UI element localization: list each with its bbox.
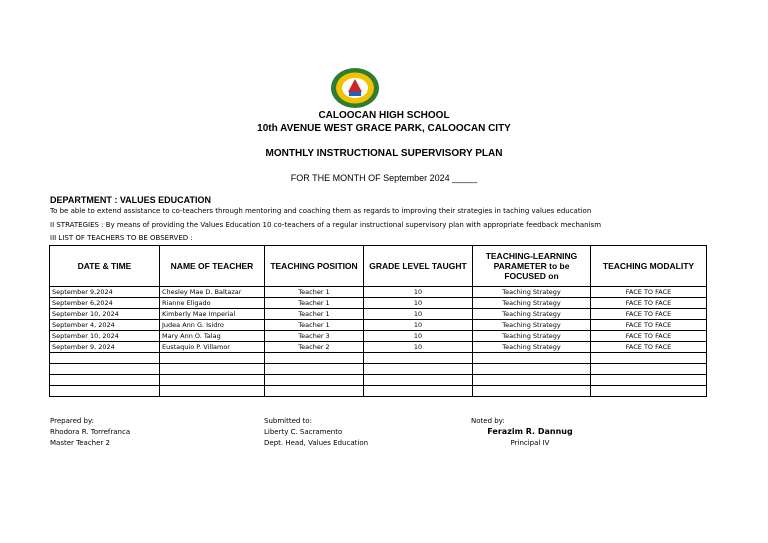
cell-modality: FACE TO FACE bbox=[591, 287, 707, 298]
plan-title: MONTHLY INSTRUCTIONAL SUPERVISORY PLAN bbox=[265, 148, 503, 159]
cell-parameter bbox=[473, 364, 591, 375]
prepared-label: Prepared by: bbox=[50, 417, 94, 425]
cell-modality bbox=[591, 364, 707, 375]
cell-parameter: Teaching Strategy bbox=[473, 287, 591, 298]
cell-position: Teacher 2 bbox=[265, 342, 364, 353]
teachers-table bbox=[49, 245, 707, 397]
noted-by-block bbox=[480, 427, 580, 447]
cell-grade-level bbox=[364, 386, 473, 397]
cell-position: Teacher 1 bbox=[265, 309, 364, 320]
cell-modality bbox=[591, 353, 707, 364]
cell-parameter bbox=[473, 386, 591, 397]
cell-position bbox=[265, 386, 364, 397]
school-seal-logo bbox=[330, 67, 380, 109]
cell-position: Teacher 1 bbox=[265, 287, 364, 298]
cell-grade-level: 10 bbox=[364, 309, 473, 320]
cell-parameter: Teaching Strategy bbox=[473, 331, 591, 342]
cell-grade-level: 10 bbox=[364, 320, 473, 331]
department-heading: DEPARTMENT : VALUES EDUCATION bbox=[50, 195, 211, 205]
header-parameter: TEACHING-LEARNING PARAMETER to be FOCUSED on bbox=[473, 246, 591, 287]
cell-parameter: Teaching Strategy bbox=[473, 342, 591, 353]
cell-date bbox=[50, 375, 160, 386]
cell-position: Teacher 3 bbox=[265, 331, 364, 342]
submitted-label: Submitted to: bbox=[264, 417, 312, 425]
prepared-title: Master Teacher 2 bbox=[50, 439, 110, 447]
table-row bbox=[50, 342, 707, 353]
noted-name: Ferazim R. Dannug bbox=[487, 427, 573, 436]
cell-date: September 6,2024 bbox=[50, 298, 160, 309]
table-row bbox=[50, 331, 707, 342]
cell-position bbox=[265, 375, 364, 386]
table-row bbox=[50, 375, 707, 386]
cell-teacher-name: Rianne Eligado bbox=[160, 298, 265, 309]
cell-position: Teacher 1 bbox=[265, 320, 364, 331]
cell-date: September 10, 2024 bbox=[50, 309, 160, 320]
cell-parameter: Teaching Strategy bbox=[473, 298, 591, 309]
cell-position: Teacher 1 bbox=[265, 298, 364, 309]
cell-teacher-name: Kimberly Mae Imperial bbox=[160, 309, 265, 320]
table-row bbox=[50, 298, 707, 309]
noted-title: Principal IV bbox=[510, 439, 550, 447]
submitted-to-block bbox=[264, 417, 368, 447]
table-header-row bbox=[50, 246, 707, 287]
submitted-name: Liberty C. Sacramento bbox=[264, 428, 343, 436]
table-row bbox=[50, 320, 707, 331]
prepared-name: Rhodora R. Torrefranca bbox=[50, 428, 131, 436]
cell-grade-level: 10 bbox=[364, 298, 473, 309]
prepared-by-block bbox=[50, 417, 130, 447]
cell-parameter bbox=[473, 353, 591, 364]
cell-position bbox=[265, 353, 364, 364]
cell-modality bbox=[591, 386, 707, 397]
table-row bbox=[50, 353, 707, 364]
cell-teacher-name: Mary Ann O. Talag bbox=[160, 331, 265, 342]
table-row bbox=[50, 386, 707, 397]
noted-label: Noted by: bbox=[471, 417, 505, 425]
cell-date bbox=[50, 353, 160, 364]
cell-grade-level: 10 bbox=[364, 331, 473, 342]
cell-modality: FACE TO FACE bbox=[591, 342, 707, 353]
strategies-text: II STRATEGIES : By means of providing the Values Education 10 co-teachers of a regular instructional supervisory plan with appropriate feedback mechanism bbox=[50, 221, 602, 229]
header-modality: TEACHING MODALITY bbox=[591, 246, 707, 287]
cell-grade-level: 10 bbox=[364, 342, 473, 353]
cell-modality: FACE TO FACE bbox=[591, 331, 707, 342]
school-address: 10th AVENUE WEST GRACE PARK, CALOOCAN CITY bbox=[257, 123, 511, 134]
cell-teacher-name: Eustaquio P. Villamor bbox=[160, 342, 265, 353]
school-name: CALOOCAN HIGH SCHOOL bbox=[318, 110, 450, 121]
month-line: FOR THE MONTH OF September 2024 _____ bbox=[290, 173, 478, 183]
table-row bbox=[50, 364, 707, 375]
header-date-time: DATE & TIME bbox=[50, 246, 160, 287]
cell-position bbox=[265, 364, 364, 375]
cell-teacher-name bbox=[160, 375, 265, 386]
submitted-title: Dept. Head, Values Education bbox=[264, 439, 369, 447]
cell-grade-level bbox=[364, 375, 473, 386]
cell-modality: FACE TO FACE bbox=[591, 309, 707, 320]
cell-teacher-name bbox=[160, 364, 265, 375]
cell-date: September 4, 2024 bbox=[50, 320, 160, 331]
cell-teacher-name: Judea Ann G. Isidro bbox=[160, 320, 265, 331]
cell-date: September 9,2024 bbox=[50, 287, 160, 298]
header-teacher-name: NAME OF TEACHER bbox=[160, 246, 265, 287]
cell-date: September 10, 2024 bbox=[50, 331, 160, 342]
cell-teacher-name bbox=[160, 386, 265, 397]
objective-text: To be able to extend assistance to co-teachers through mentoring and coaching them as regards to improving their strategies in taching values education bbox=[50, 207, 592, 215]
cell-teacher-name bbox=[160, 353, 265, 364]
cell-grade-level: 10 bbox=[364, 287, 473, 298]
cell-modality bbox=[591, 375, 707, 386]
header-grade-level: GRADE LEVEL TAUGHT bbox=[364, 246, 473, 287]
cell-date: September 9, 2024 bbox=[50, 342, 160, 353]
cell-parameter: Teaching Strategy bbox=[473, 320, 591, 331]
cell-modality: FACE TO FACE bbox=[591, 320, 707, 331]
cell-grade-level bbox=[364, 353, 473, 364]
table-row bbox=[50, 309, 707, 320]
cell-parameter: Teaching Strategy bbox=[473, 309, 591, 320]
list-title: III LIST OF TEACHERS TO BE OBSERVED : bbox=[50, 234, 193, 242]
cell-parameter bbox=[473, 375, 591, 386]
table-row bbox=[50, 287, 707, 298]
cell-date bbox=[50, 386, 160, 397]
cell-date bbox=[50, 364, 160, 375]
cell-grade-level bbox=[364, 364, 473, 375]
cell-teacher-name: Chesley Mae D. Baltazar bbox=[160, 287, 265, 298]
cell-modality: FACE TO FACE bbox=[591, 298, 707, 309]
header-teaching-position: TEACHING POSITION bbox=[265, 246, 364, 287]
